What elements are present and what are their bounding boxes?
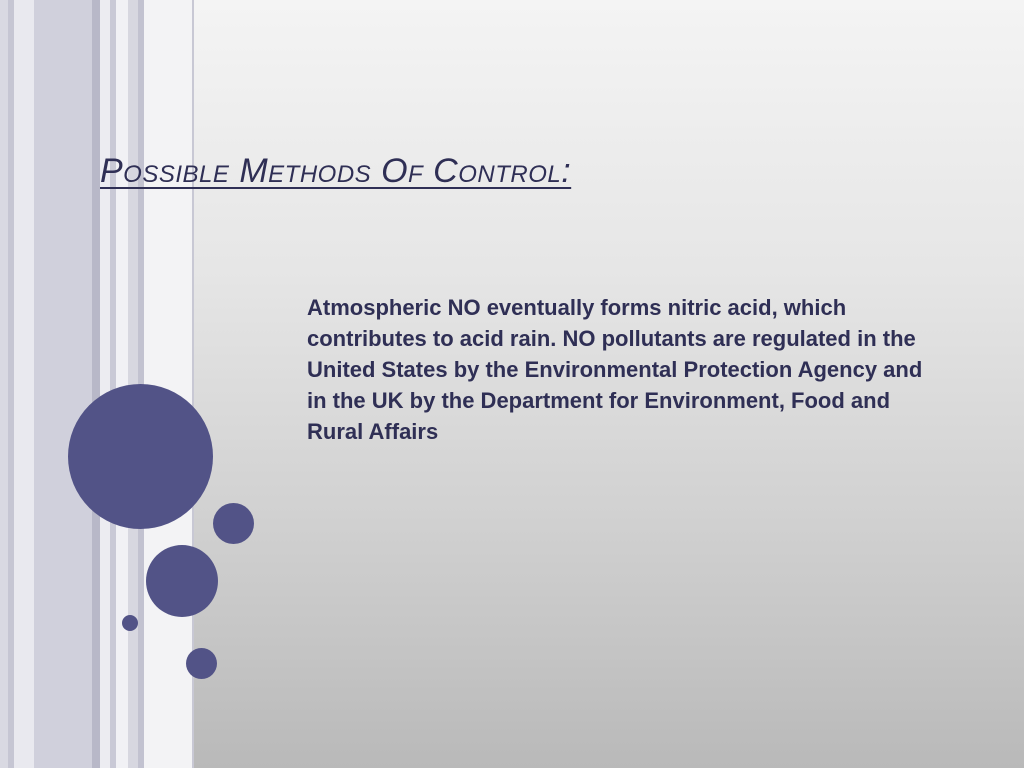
decorative-stripe (100, 0, 110, 768)
decorative-circle-large (68, 384, 213, 529)
decorative-stripe (34, 0, 92, 768)
slide-body-text: Atmospheric NO eventually forms nitric acid, which contributes to acid rain. NO pollutants are regulated in the United States by the Environmental Protection Agency and in the UK by the Department for Environment, Food and Rural Affairs (307, 295, 923, 444)
decorative-stripe (0, 0, 8, 768)
decorative-stripe (116, 0, 128, 768)
decorative-stripe (92, 0, 100, 768)
decorative-circle-medium (146, 545, 218, 617)
slide-title: Possible Methods Of Control: (100, 152, 572, 190)
decorative-stripe (14, 0, 34, 768)
decorative-circle-small (186, 648, 217, 679)
decorative-circle-tiny (122, 615, 138, 631)
decorative-circle-small (213, 503, 254, 544)
